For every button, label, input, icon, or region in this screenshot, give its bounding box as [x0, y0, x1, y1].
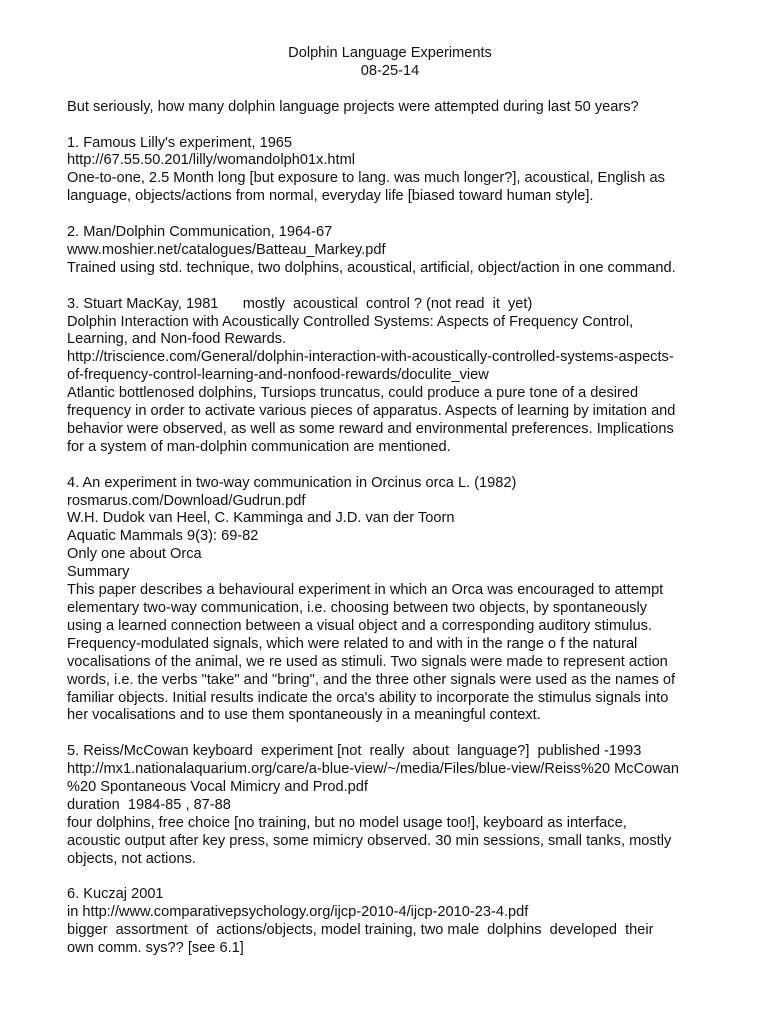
- section-text-line: Dolphin Interaction with Acoustically Controlled Systems: Aspects of Frequency Control,: [67, 313, 634, 330]
- section-text-line: Frequency-modulated signals, which were related to and with in the range o f the natural: [67, 635, 638, 652]
- section-4: [67, 475, 757, 726]
- section-link-text: www.moshier.net/catalogues/Batteau_Markey.pdf: [67, 241, 386, 258]
- section-text-line: for a system of man-dolphin communication are mentioned.: [67, 438, 451, 455]
- spacer: [67, 117, 757, 135]
- section-text-line: behavior were observed, as well as some reward and environmental preferences. Implications: [67, 420, 674, 437]
- section-text-line: This paper describes a behavioural experiment in which an Orca was encouraged to attempt: [67, 582, 664, 599]
- document-title: Dolphin Language Experiments: [288, 45, 492, 61]
- section-heading: 2. Man/Dolphin Communication, 1964-67: [67, 224, 333, 241]
- section-text-line: One-to-one, 2.5 Month long [but exposure to lang. was much longer?], acoustical, English as: [67, 170, 665, 187]
- section-heading: 6. Kuczaj 2001: [67, 886, 164, 903]
- section-text-line: duration 1984-85 , 87-88: [67, 796, 231, 813]
- document-page: [67, 45, 757, 958]
- document-date: 08-25-14: [360, 62, 420, 79]
- section-2: [67, 224, 757, 278]
- section-link-text: http://mx1.nationalaquarium.org/care/a-blue-view/~/media/Files/blue-view/Reiss%20 McCowan: [67, 761, 679, 778]
- section-text-line: her vocalisations and to use them spontaneously in a meaningful context.: [67, 707, 541, 724]
- section-text-line: W.H. Dudok van Heel, C. Kamminga and J.D. van der Toorn: [67, 510, 455, 527]
- section-text-line: objects, not actions.: [67, 850, 196, 867]
- section-text-line: using a learned connection between a visual object and a corresponding auditory stimulus.: [67, 617, 652, 634]
- spacer: [67, 81, 757, 99]
- section-text-line: frequency in order to activate various pieces of apparatus. Aspects of learning by imitation and: [67, 403, 676, 420]
- section-text-line: familiar objects. Initial results indicate the orca's ability to incorporate the stimulus signals into: [67, 689, 669, 706]
- section-1: [67, 135, 757, 207]
- section-text-line: Learning, and Non-food Rewards.: [67, 331, 287, 348]
- section-text-line: Summary: [67, 564, 130, 581]
- section-text-line: of-frequency-control-learning-and-nonfood-rewards/doculite_view: [67, 367, 489, 384]
- section-text-line: Atlantic bottlenosed dolphins, Tursiops truncatus, could produce a pure tone of a desired: [67, 385, 639, 402]
- section-text-line: Aquatic Mammals 9(3): 69-82: [67, 528, 259, 545]
- section-text-line: words, i.e. the verbs "take" and "bring", and the three other signals were used as the names of: [67, 671, 676, 688]
- section-link-text: %20 Spontaneous Vocal Mimicry and Prod.pdf: [67, 779, 368, 796]
- section-heading: 4. An experiment in two-way communication in Orcinus orca L. (1982): [67, 474, 517, 491]
- section-text-line: bigger assortment of actions/objects, model training, two male dolphins developed their: [67, 922, 654, 939]
- section-link-text: http://67.55.50.201/lilly/womandolph01x.html: [67, 152, 355, 169]
- section-link-text: in http://www.comparativepsychology.org/ijcp-2010-4/ijcp-2010-23-4.pdf: [67, 904, 529, 921]
- section-link-text: http://triscience.com/General/dolphin-interaction-with-acoustically-controlled-systems-aspects-: [67, 349, 674, 366]
- section-text-line: own comm. sys?? [see 6.1]: [67, 940, 244, 957]
- section-text-line: language, objects/actions from normal, everyday life [biased toward human style].: [67, 188, 594, 205]
- spacer: [67, 725, 757, 743]
- section-text-line: four dolphins, free choice [no training, but no model usage too!], keyboard as interface,: [67, 814, 627, 831]
- section-heading: 3. Stuart MacKay, 1981 mostly acoustical control ? (not read it yet): [67, 295, 533, 312]
- section-heading: 1. Famous Lilly's experiment, 1965: [67, 134, 293, 151]
- spacer: [67, 869, 757, 887]
- spacer: [67, 457, 757, 475]
- section-heading: 5. Reiss/McCowan keyboard experiment [not really about language?] published -1993: [67, 743, 642, 760]
- section-5: [67, 743, 757, 868]
- spacer: [67, 206, 757, 224]
- section-link-text: rosmarus.com/Download/Gudrun.pdf: [67, 492, 306, 509]
- section-text-line: Trained using std. technique, two dolphins, acoustical, artificial, object/action in one command.: [67, 259, 676, 276]
- intro-paragraph: But seriously, how many dolphin language projects were attempted during last 50 years?: [67, 98, 639, 115]
- section-text-line: vocalisations of the animal, we re used as stimuli. Two signals were made to represent action: [67, 653, 668, 670]
- section-text-line: elementary two-way communication, i.e. choosing between two objects, by spontaneously: [67, 600, 648, 617]
- spacer: [67, 278, 757, 296]
- section-6: [67, 886, 757, 958]
- section-text-line: Only one about Orca: [67, 546, 202, 563]
- sections-container: [67, 135, 757, 959]
- section-3: [67, 296, 757, 457]
- section-text-line: acoustic output after key press, some mimicry observed. 30 min sessions, small tanks, mostly: [67, 832, 672, 849]
